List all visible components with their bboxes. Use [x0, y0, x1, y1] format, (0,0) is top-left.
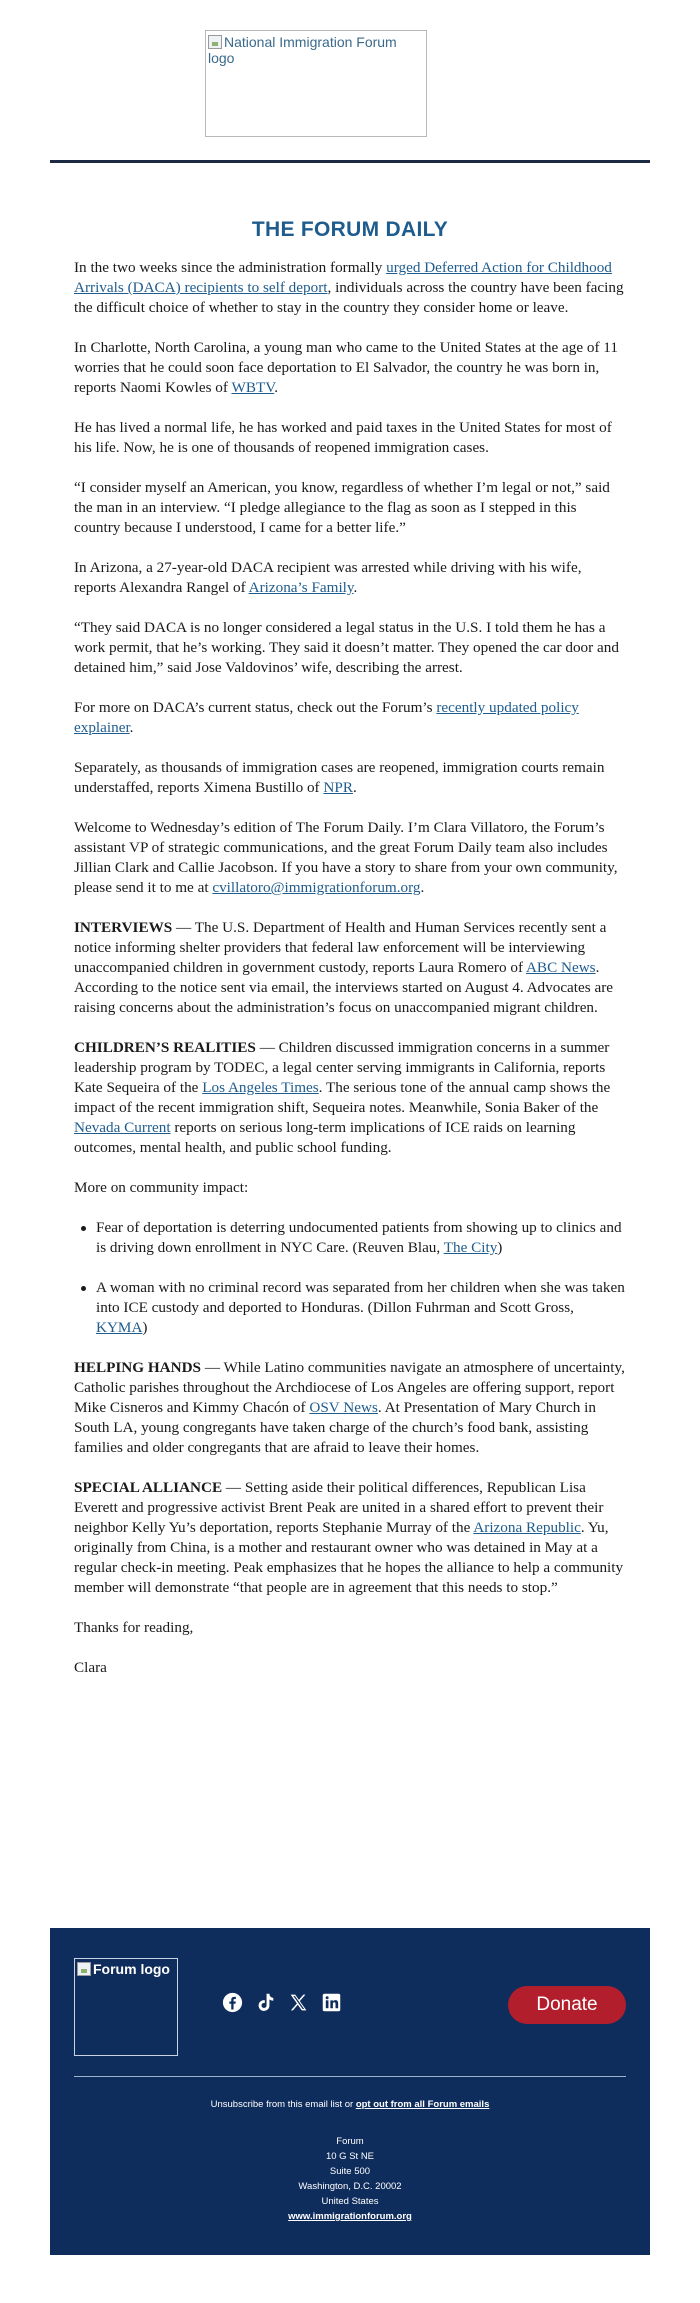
footer-logo-alt-text: Forum logo [93, 1961, 170, 1977]
opt-out-link[interactable]: opt out from all Forum emails [355, 2099, 490, 2110]
tiktok-icon[interactable] [255, 1992, 276, 2013]
org-name: Forum [336, 2136, 364, 2147]
newsletter-title: THE FORUM DAILY [251, 218, 449, 241]
paragraph: More on community impact: [74, 1179, 249, 1196]
mailing-address [50, 2134, 650, 2224]
newsletter-footer [50, 1928, 650, 2255]
arizonas-family-link[interactable]: Arizona’s Family [248, 579, 354, 596]
paragraph: For more on DACA’s current status, check out the Forum’s recently updated policy explainer. [74, 699, 579, 736]
section-heading: CHILDREN’S REALITIES [74, 1039, 256, 1056]
footer-logo-image[interactable] [74, 1958, 178, 2056]
the-city-link[interactable]: The City [443, 1239, 498, 1256]
social-links [222, 1992, 342, 2013]
section-heading: INTERVIEWS [74, 919, 173, 936]
unsubscribe-line: Unsubscribe from this email list or opt out from all Forum emails [210, 2099, 490, 2110]
interviews-section: INTERVIEWS — The U.S. Department of Health and Human Services recently sent a notice informing shelter providers that federal law enforcement will be interviewing unaccompanied children in government custody, reports Laura Romero of ABC News. According to the notice sent via email, the interviews started on August 4. Advocates are raising concerns about the administration’s focus on unaccompanied migrant children. [74, 919, 614, 1016]
daca-self-deport-link[interactable]: urged Deferred Action for Childhood Arrivals (DACA) recipients to self deport [74, 259, 612, 296]
suite: Suite 500 [329, 2166, 371, 2177]
forum-logo-image[interactable] [205, 30, 427, 137]
signature: Clara [74, 1659, 107, 1676]
newsletter-body [74, 258, 626, 1698]
quote-paragraph: “I consider myself an American, you know, regardless of whether I’m legal or not,” said the man in an interview. “I pledge allegiance to the flag as soon as I stepped in this country because I understood, I came for a better life.” [74, 479, 610, 536]
la-times-link[interactable]: Los Angeles Times [202, 1079, 319, 1096]
policy-explainer-link[interactable]: recently updated policy explainer [74, 699, 579, 736]
header-divider [50, 160, 650, 163]
list-item: A woman with no criminal record was separated from her children when she was taken into ICE custody and deported to Honduras. (Dillon Fuhrman and Scott Gross, KYMA) [96, 1279, 625, 1336]
welcome-paragraph: Welcome to Wednesday’s edition of The Forum Daily. I’m Clara Villatoro, the Forum’s assistant VP of strategic communications, and the great Forum Daily team also includes Jillian Clark and Callie Jacobson. If you have a story to share from your own community, please send it to me at cvillatoro@immigrationforum.org. [74, 819, 618, 896]
npr-link[interactable]: NPR [323, 779, 353, 796]
community-impact-list [74, 1218, 626, 1338]
broken-image-icon [208, 35, 222, 49]
website-link[interactable]: www.immigrationforum.org [288, 2211, 412, 2222]
osv-news-link[interactable]: OSV News [309, 1399, 378, 1416]
city-state-zip: Washington, D.C. 20002 [298, 2181, 402, 2192]
childrens-realities-section: CHILDREN’S REALITIES — Children discussed immigration concerns in a summer leadership program by TODEC, a legal center serving immigrants in California, reports Kate Sequeira of the Los Angeles Times. The serious tone of the annual camp shows the impact of the recent immigration shift, Sequeira notes. Meanwhile, Sonia Baker of the Nevada Current reports on serious long-term implications of ICE raids on learning outcomes, mental health, and public school funding. [74, 1039, 611, 1156]
facebook-icon[interactable] [222, 1992, 243, 2013]
wbtv-link[interactable]: WBTV [231, 379, 275, 396]
closing-line: Thanks for reading, [74, 1619, 194, 1636]
section-heading: HELPING HANDS [74, 1359, 202, 1376]
footer-divider [74, 2076, 626, 2077]
special-alliance-section: SPECIAL ALLIANCE — Setting aside their political differences, Republican Lisa Everett and progressive activist Brent Peak are united in a shared effort to prevent their neighbor Kelly Yu’s deportation, reports Stephanie Murray of the Arizona Republic. Yu, originally from China, is a mother and restaurant owner who was detained in May at a regular check-in meeting. Peak emphasizes that he hopes the alliance to help a community member will demonstrate “that people are in agreement that this needs to stop.” [74, 1479, 624, 1596]
broken-image-icon [77, 1962, 91, 1976]
country: United States [321, 2196, 379, 2207]
donate-button[interactable]: Donate [508, 1986, 626, 2024]
x-twitter-icon[interactable] [288, 1992, 309, 2013]
paragraph: In Charlotte, North Carolina, a young man who came to the United States at the age of 11 worries that he could soon face deportation to El Salvador, the country he was born in, reports Naomi Kowles of WBTV. [74, 339, 618, 396]
helping-hands-section: HELPING HANDS — While Latino communities navigate an atmosphere of uncertainty, Catholic parishes throughout the Archdiocese of Los Angeles are offering support, report Mike Cisneros and Kimmy Chacón of OSV News. At Presentation of Mary Church in South LA, young congregants have taken charge of the church’s food bank, assisting families and older congregants that are afraid to leave their homes. [74, 1359, 625, 1456]
list-item: Fear of deportation is deterring undocumented patients from showing up to clinics and is driving down enrollment in NYC Care. (Reuven Blau, The City) [96, 1218, 626, 1258]
linkedin-icon[interactable] [321, 1992, 342, 2013]
section-heading: SPECIAL ALLIANCE [74, 1479, 223, 1496]
paragraph: Separately, as thousands of immigration cases are reopened, immigration courts remain understaffed, reports Ximena Bustillo of NPR. [74, 759, 605, 796]
logo-alt-text: National Immigration Forum logo [208, 34, 397, 66]
nevada-current-link[interactable]: Nevada Current [74, 1119, 171, 1136]
paragraph: He has lived a normal life, he has worked and paid taxes in the United States for most of his life. Now, he is one of thousands of reopened immigration cases. [74, 419, 612, 456]
paragraph: In Arizona, a 27-year-old DACA recipient was arrested while driving with his wife, reports Alexandra Rangel of Arizona’s Family. [74, 559, 582, 596]
kyma-link[interactable]: KYMA [96, 1319, 143, 1336]
abc-news-link[interactable]: ABC News [525, 959, 596, 976]
editor-email-link[interactable]: cvillatoro@immigrationforum.org [212, 879, 421, 896]
quote-paragraph: “They said DACA is no longer considered a legal status in the U.S. I told them he has a work permit, that he’s working. They said it doesn’t matter. They opened the car door and detained him,” said Jose Valdovinos’ wife, describing the arrest. [74, 619, 619, 676]
street-address: 10 G St NE [325, 2151, 375, 2162]
paragraph: In the two weeks since the administration formally urged Deferred Action for Childhood Arrivals (DACA) recipients to self deport, individuals across the country have been facing the difficult choice of whether to stay in the country they consider home or leave. [74, 259, 624, 316]
arizona-republic-link[interactable]: Arizona Republic [473, 1519, 581, 1536]
